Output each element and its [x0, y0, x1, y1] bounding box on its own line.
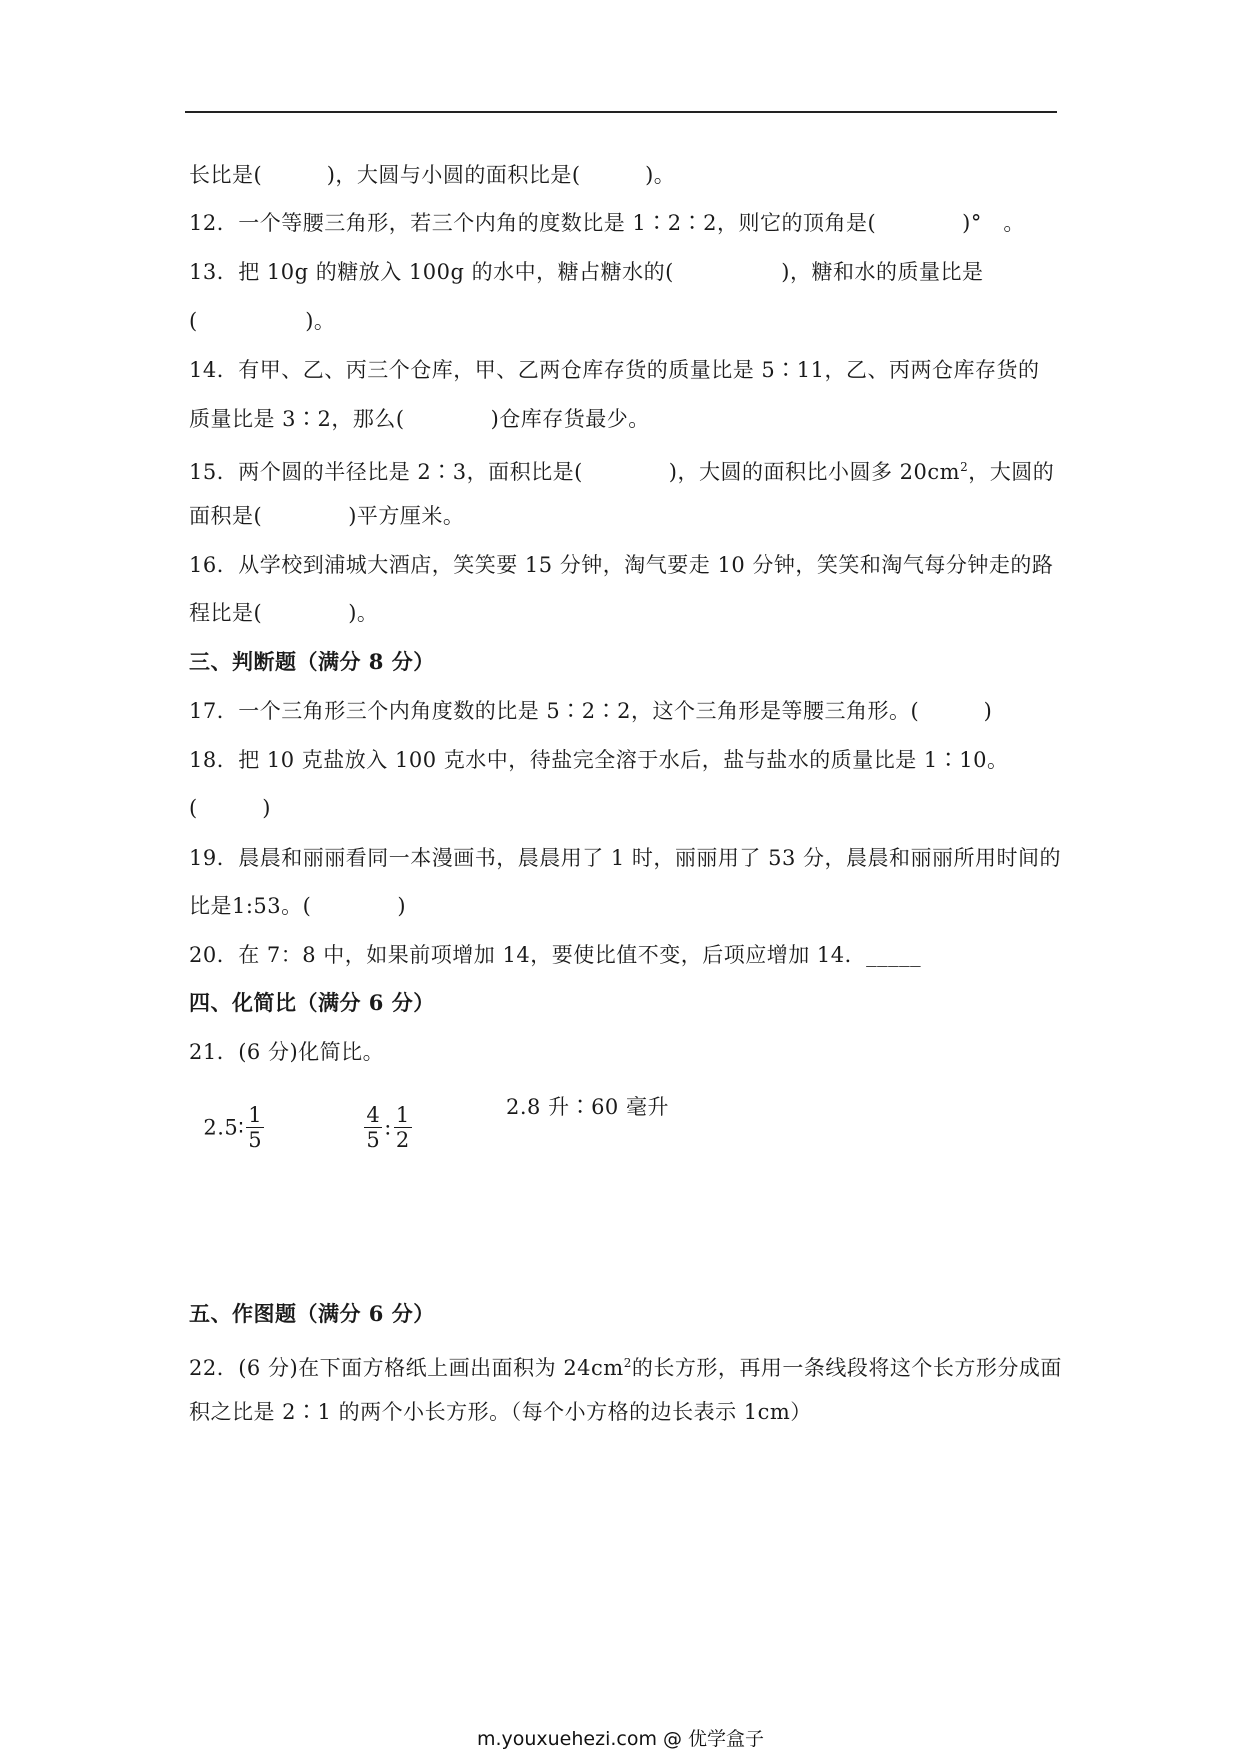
header-rule	[185, 111, 1057, 113]
fraction-denominator: 2	[395, 1128, 410, 1152]
fraction-numerator: 1	[395, 1103, 410, 1127]
question-21: 21．(6 分)化简比。	[189, 1040, 385, 1064]
ratio-2-colon: :	[384, 1115, 392, 1140]
fraction-denominator: 5	[248, 1128, 263, 1152]
fraction-numerator: 4	[366, 1103, 381, 1127]
ratio-item-1	[189, 1079, 266, 1152]
q22-superscript: 2	[623, 1356, 632, 1370]
ratio-item-3: 2.8 升∶60 毫升	[506, 1095, 669, 1119]
question-13-line2: ( )。	[189, 309, 336, 333]
question-14-line2: 质量比是 3∶2，那么( )仓库存货最少。	[189, 407, 650, 431]
question-17: 17．一个三角形三个内角度数的比是 5∶2∶2，这个三角形是等腰三角形。( )	[189, 699, 993, 723]
footer-watermark: m.youxuehezi.com @ 优学盒子	[476, 1728, 765, 1750]
q15-text-post: ，大圆的	[968, 460, 1055, 484]
section-3-heading: 三、判断题（满分 8 分）	[189, 649, 435, 674]
q22-text-post: 的长方形，再用一条线段将这个长方形分成面	[631, 1356, 1062, 1380]
q22-text-pre: 22．(6 分)在下面方格纸上画出面积为 24cm	[189, 1356, 624, 1380]
section-4-heading: 四、化简比（满分 6 分）	[189, 990, 435, 1015]
section-5-heading: 五、作图题（满分 6 分）	[189, 1301, 435, 1326]
ratio-1-left: 2.5∶	[203, 1115, 245, 1140]
question-16-line2: 程比是( )。	[189, 601, 379, 625]
question-22-line2: 积之比是 2∶1 的两个小长方形。（每个小方格的边长表示 1cm）	[189, 1400, 812, 1424]
fraction-numerator: 1	[248, 1103, 263, 1127]
question-15-line1	[189, 452, 1054, 487]
question-20: 20．在 7：8 中，如果前项增加 14，要使比值不变，后项应增加 14．_____	[189, 943, 922, 967]
fraction-one-half	[394, 1103, 412, 1152]
question-18-line2: ( )	[189, 796, 271, 820]
question-18-line1: 18．把 10 克盐放入 100 克水中，待盐完全溶于水后，盐与盐水的质量比是 1∶10。	[189, 748, 1009, 772]
question-15-line2: 面积是( )平方厘米。	[189, 504, 465, 528]
ratio-item-2	[348, 1079, 414, 1152]
question-13-line1: 13．把 10g 的糖放入 100g 的水中，糖占糖水的( )，糖和水的质量比是	[189, 260, 984, 284]
question-19-line2: 比是1:53。( )	[189, 894, 407, 918]
fraction-denominator: 5	[366, 1128, 381, 1152]
question-22-line1	[189, 1348, 1062, 1383]
q15-text-pre: 15．两个圆的半径比是 2∶3，面积比是( )，大圆的面积比小圆多 20cm	[189, 460, 961, 484]
question-14-line1: 14．有甲、乙、丙三个仓库，甲、乙两仓库存货的质量比是 5∶11，乙、丙两仓库存货的	[189, 358, 1040, 382]
fraction-one-fifth	[246, 1103, 264, 1152]
question-12: 12．一个等腰三角形，若三个内角的度数比是 1∶2∶2，则它的顶角是( )° 。	[189, 211, 1025, 235]
q15-superscript: 2	[960, 460, 969, 474]
question-19-line1: 19．晨晨和丽丽看同一本漫画书，晨晨用了 1 时，丽丽用了 53 分，晨晨和丽丽所用时间的	[189, 846, 1062, 870]
fraction-four-fifths	[364, 1103, 382, 1152]
q11-continuation: 长比是( )，大圆与小圆的面积比是( )。	[189, 163, 676, 187]
question-16-line1: 16．从学校到浦城大酒店，笑笑要 15 分钟，淘气要走 10 分钟，笑笑和淘气每分钟走的路	[189, 553, 1054, 577]
